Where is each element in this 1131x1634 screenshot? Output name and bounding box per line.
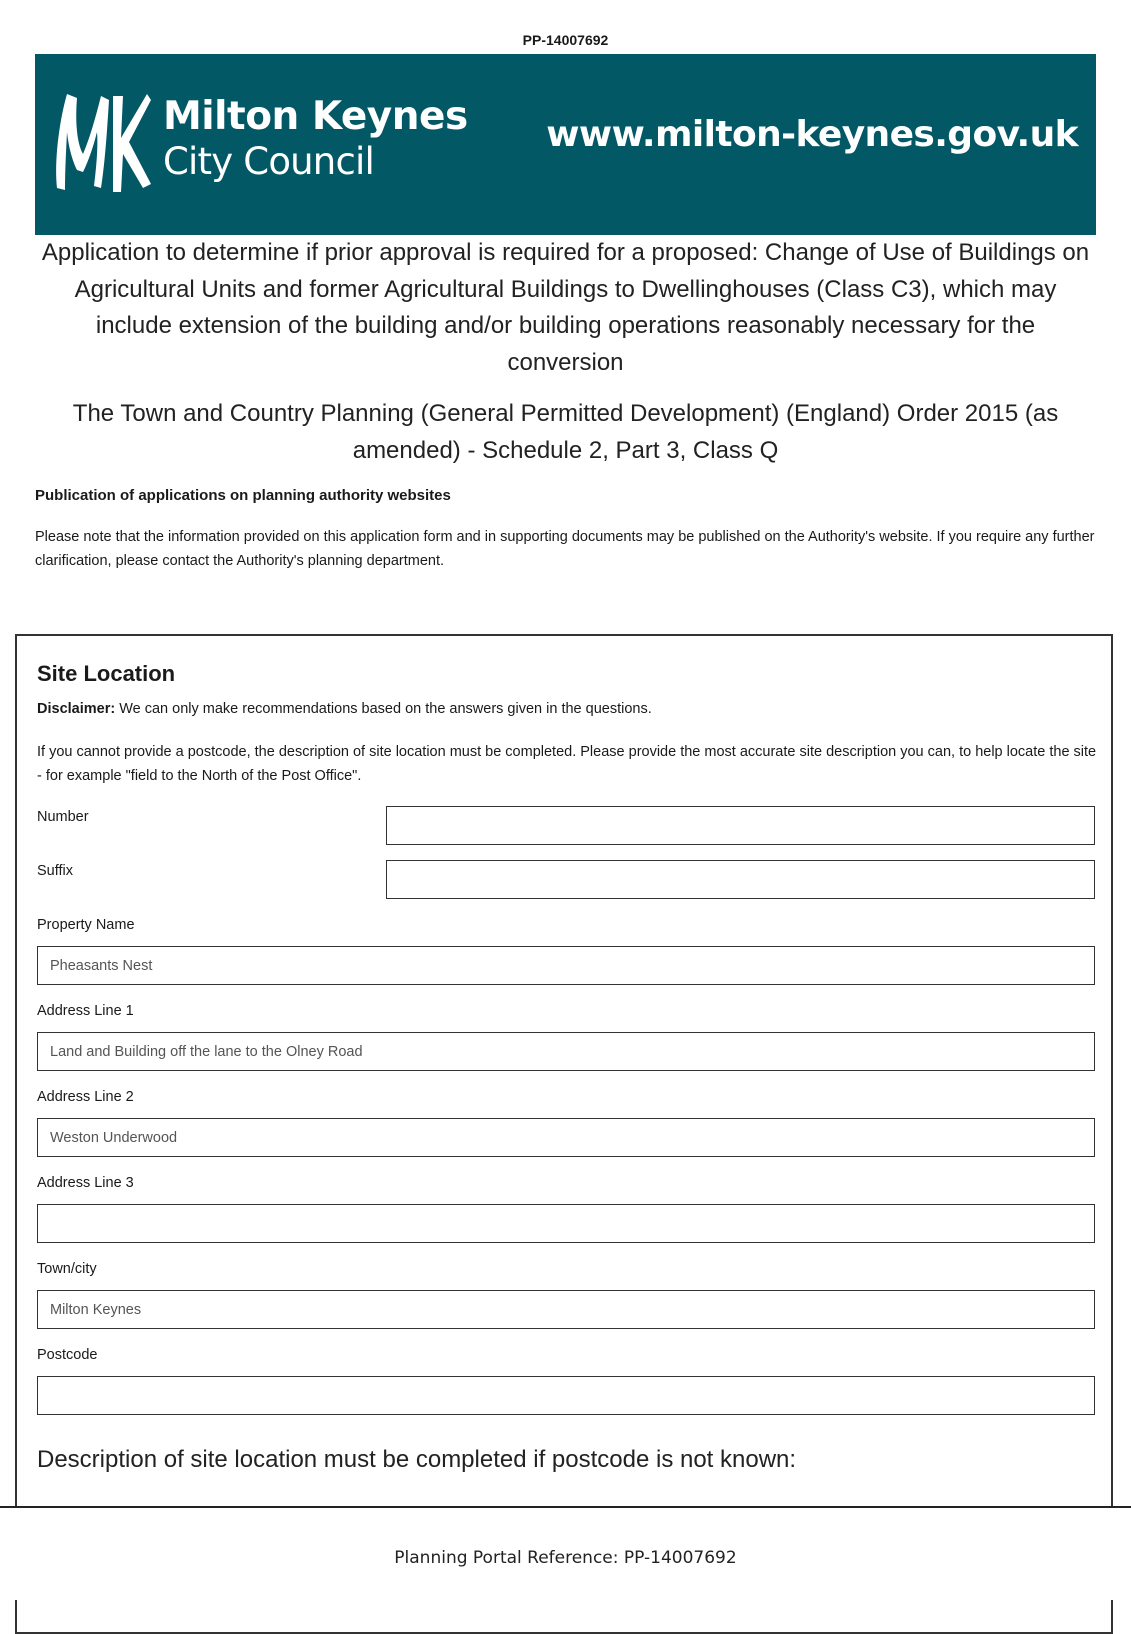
section-title: Site Location xyxy=(37,661,176,686)
property-name-field[interactable]: Pheasants Nest xyxy=(37,946,1095,985)
site-description-heading: Description of site location must be completed if postcode is not known: xyxy=(37,1446,797,1473)
council-logo-text xyxy=(163,94,468,184)
mk-logo-icon xyxy=(51,92,151,192)
address-line-3-field[interactable] xyxy=(37,1204,1095,1243)
address-line-1-field[interactable]: Land and Building off the lane to the Olney Road xyxy=(37,1032,1095,1071)
address-line-3-label: Address Line 3 xyxy=(37,1175,134,1191)
council-banner xyxy=(35,54,1096,235)
disclaimer-label: Disclaimer: xyxy=(37,701,116,717)
disclaimer-text: We can only make recommendations based on the answers given in the questions. xyxy=(115,701,652,717)
address-line-2-label: Address Line 2 xyxy=(37,1089,134,1105)
number-label: Number xyxy=(37,809,89,825)
postcode-field[interactable] xyxy=(37,1376,1095,1415)
address-line-2-field[interactable]: Weston Underwood xyxy=(37,1118,1095,1157)
site-instruction: If you cannot provide a postcode, the description of site location must be completed. Please provide the most accurate site description you can, to help locate the site - for example "field to the North of the Post Office". xyxy=(37,744,1097,784)
disclaimer xyxy=(37,701,652,717)
postcode-label: Postcode xyxy=(37,1347,98,1363)
town-city-label: Town/city xyxy=(37,1261,97,1277)
number-field[interactable] xyxy=(386,806,1095,845)
application-title: Application to determine if prior approval is required for a proposed: Change of Use of Buildings on Agricultural Units and former Agricultural Buildings to Dwellinghouses (Class C3), which may include extension of the building and/or building operations reasonably necessary for the conversion xyxy=(41,239,1090,376)
publication-notice: Please note that the information provided on this application form and in supporting documents may be published on the Authority's website. If you require any further clarification, please contact the Authority's planning department. xyxy=(35,529,1095,569)
property-name-label: Property Name xyxy=(37,917,135,933)
address-line-1-label: Address Line 1 xyxy=(37,1003,134,1019)
footer-reference: Planning Portal Reference: PP-14007692 xyxy=(394,1548,737,1568)
council-website-link[interactable]: www.milton-keynes.gov.uk xyxy=(546,114,1078,155)
logo-line-1: Milton Keynes xyxy=(163,94,468,139)
footer-divider xyxy=(0,1506,1131,1508)
legislation-subtitle: The Town and Country Planning (General Permitted Development) (England) Order 2015 (as amended) - Schedule 2, Part 3, Class Q xyxy=(72,400,1059,464)
logo-line-2: City Council xyxy=(163,140,374,183)
town-city-field[interactable]: Milton Keynes xyxy=(37,1290,1095,1329)
publication-heading: Publication of applications on planning authority websites xyxy=(35,487,451,504)
suffix-field[interactable] xyxy=(386,860,1095,899)
top-reference: PP-14007692 xyxy=(522,32,609,48)
suffix-label: Suffix xyxy=(37,863,74,879)
